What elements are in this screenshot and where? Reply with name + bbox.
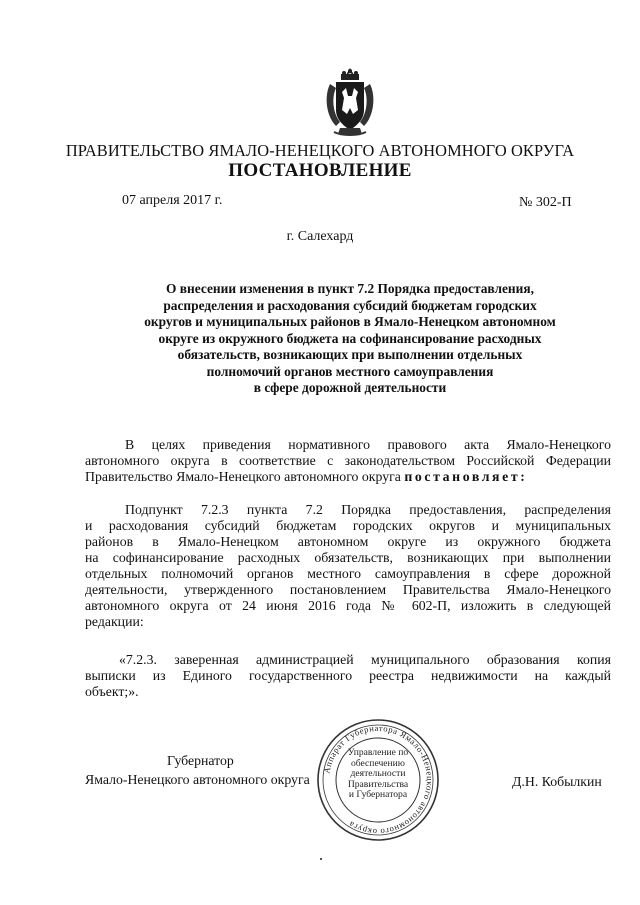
paragraph-line: отдельных полномочий органов местного самоуправления в сфере дорожной xyxy=(85,566,611,581)
signatory-name: Д.Н. Кобылкин xyxy=(512,774,602,789)
title-line: распределения и расходования субсидий бюджетам городских xyxy=(163,297,537,313)
stamp-line: деятельности xyxy=(350,768,406,780)
new-wording-paragraph xyxy=(85,652,611,700)
paragraph-line: «7.2.3. заверенная администрацией муниципального образования копия xyxy=(119,652,611,667)
scan-speck xyxy=(320,858,322,860)
coat-of-arms-icon xyxy=(322,66,378,138)
paragraph-line: на софинансирование расходных обязательств, возникающих при выполнении xyxy=(85,550,611,565)
resolves-word: постановляет: xyxy=(404,469,528,484)
document-title xyxy=(120,281,580,397)
title-line: округов и муниципальных районов в Ямало-Ненецком автономном xyxy=(144,314,556,329)
signatory-title: Губернатор xyxy=(167,753,234,768)
stamp-ring-text: Аппарат Губернатора Ямало-Ненецкого автономного округа xyxy=(321,722,436,838)
organization-name: ПРАВИТЕЛЬСТВО ЯМАЛО-НЕНЕЦКОГО АВТОНОМНОГО ОКРУГА xyxy=(65,141,575,160)
paragraph-line xyxy=(85,469,611,485)
stamp-line: Управление по xyxy=(347,747,409,758)
document-number: № 302-П xyxy=(519,195,572,210)
stamp-line: обеспечению xyxy=(351,757,405,769)
paragraph-line: редакции: xyxy=(85,614,144,629)
stamp-center-text xyxy=(337,748,419,801)
document-city: г. Салехард xyxy=(286,229,354,244)
paragraph-line-text: Правительство Ямало-Ненецкого автономного округа xyxy=(85,469,401,484)
document-date: 07 апреля 2017 г. xyxy=(122,193,223,208)
paragraph-line: выписки из Единого государственного реестра недвижимости на каждый xyxy=(85,668,611,683)
stamp-line: Правительства xyxy=(347,778,409,790)
paragraph-line: Подпункт 7.2.3 пункта 7.2 Порядка предоставления, распределения xyxy=(125,502,611,517)
title-line: О внесении изменения в пункт 7.2 Порядка предоставления, xyxy=(166,281,534,296)
stamp-line: и Губернатора xyxy=(348,789,408,801)
paragraph-line: В целях приведения нормативного правового акта Ямало-Ненецкого xyxy=(125,437,611,452)
signatory-region: Ямало-Ненецкого автономного округа xyxy=(85,772,310,787)
paragraph-line: районов в Ямало-Ненецком автономном округе из окружного бюджета xyxy=(85,534,611,549)
title-line: округе из окружного бюджета на софинансирование расходных xyxy=(158,330,542,346)
paragraph-line: и расходования субсидий бюджетам городских округов и муниципальных xyxy=(85,518,611,533)
title-line: обязательств, возникающих при выполнении отдельных xyxy=(177,347,523,362)
amendment-paragraph xyxy=(85,502,611,630)
preamble-paragraph xyxy=(85,437,611,485)
title-line: в сфере дорожной деятельности xyxy=(253,380,447,395)
document-type: ПОСТАНОВЛЕНИЕ xyxy=(228,160,412,181)
title-line: полномочий органов местного самоуправления xyxy=(206,363,494,379)
paragraph-line: автономного округа в соответствие с законодательством Российской Федерации xyxy=(85,453,611,468)
paragraph-line: объект;». xyxy=(85,684,139,699)
paragraph-line: деятельности, утвержденного постановлением Правительства Ямало-Ненецкого xyxy=(85,582,611,597)
paragraph-line: автономного округа от 24 июня 2016 года № 602-П, изложить в следующей xyxy=(85,598,611,613)
